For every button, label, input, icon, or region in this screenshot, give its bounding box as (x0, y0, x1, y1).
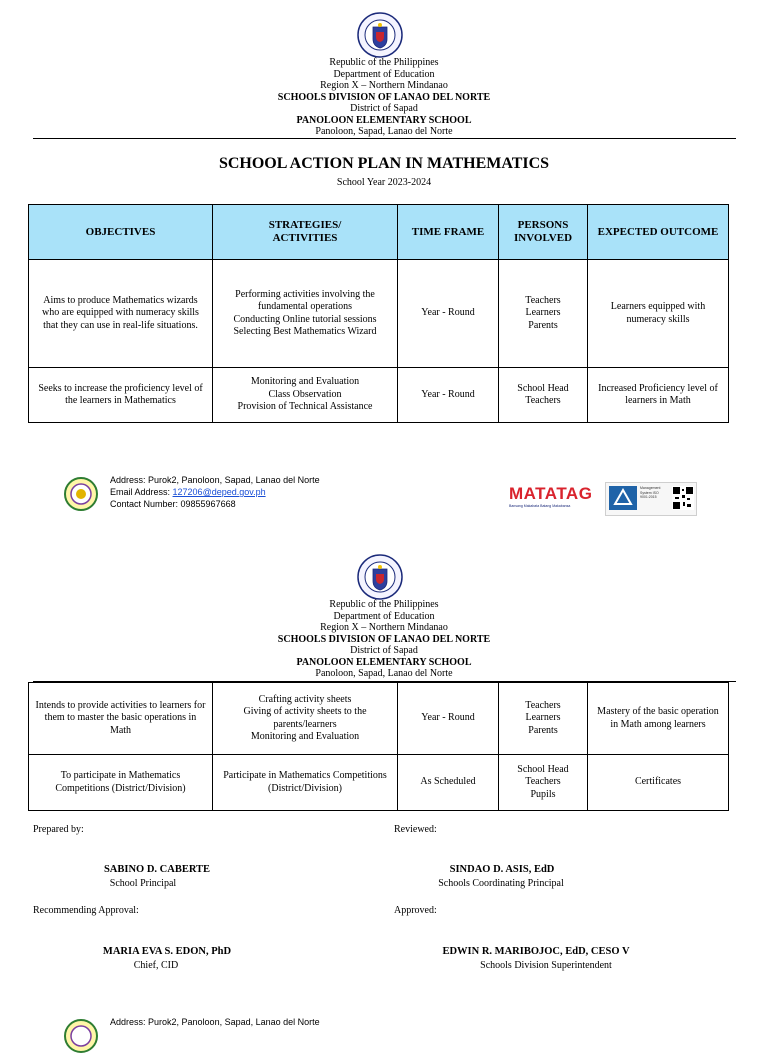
cell-objective: Seeks to increase the proficiency level of the learners in Mathematics (29, 368, 213, 423)
iso-certification-badge (605, 482, 697, 516)
agency-header (234, 599, 534, 680)
cell-objective: Intends to provide activities to learners for them to master the basic operations in Math (29, 683, 213, 755)
matatag-tagline: Bansang Makabata Batang Makabansa (509, 504, 571, 508)
cell-outcome: Mastery of the basic operation in Math among learners (588, 683, 729, 755)
table-header-row (29, 205, 729, 260)
cell-strategy: Performing activities involving the fundamental operations Conducting Online tutorial sessions Selecting Best Mathematics Wizard (213, 260, 398, 368)
email-link[interactable]: 127206@deped.gov.ph (172, 487, 266, 497)
header-divider (33, 138, 736, 139)
header-school: PANOLOON ELEMENTARY SCHOOL (296, 114, 472, 126)
cell-strategy: Monitoring and Evaluation Class Observation Provision of Technical Assistance (213, 368, 398, 423)
email-line (110, 486, 410, 498)
action-plan-table-continued (28, 682, 729, 811)
table-row (29, 368, 729, 423)
header-location: Panoloon, Sapad, Lanao del Norte (315, 668, 453, 679)
header-republic: Republic of the Philippines (329, 57, 439, 68)
deped-seal (357, 554, 403, 600)
action-plan-table (28, 204, 729, 423)
contact-number: Contact Number: 09855967668 (110, 499, 236, 509)
contact-block (110, 474, 410, 510)
reviewed-by-name: SINDAO D. ASIS, EdD (449, 864, 555, 875)
reviewed-by-title: Schools Coordinating Principal (438, 878, 564, 889)
school-year: School Year 2023-2024 (336, 177, 432, 188)
cell-persons: Teachers Learners Parents (499, 260, 588, 368)
qr-code-icon (672, 486, 694, 510)
recommending-name: MARIA EVA S. EDON, PhD (102, 946, 232, 957)
table-row (29, 260, 729, 368)
cell-outcome: Certificates (588, 755, 729, 811)
prepared-by-name: SABINO D. CABERTE (103, 864, 211, 875)
col-persons: PERSONS INVOLVED (499, 205, 588, 260)
email-label: Email Address: (110, 487, 173, 497)
deped-seal (357, 12, 403, 58)
col-strategies: STRATEGIES/ ACTIVITIES (213, 205, 398, 260)
approved-title: Schools Division Superintendent (480, 960, 612, 971)
prepared-by-label: Prepared by: (33, 824, 84, 835)
address-text: Address: Purok2, Panoloon, Sapad, Lanao del Norte (110, 1017, 320, 1027)
header-district: District of Sapad (350, 645, 418, 656)
table-row (29, 755, 729, 811)
header-department: Department of Education (333, 68, 435, 80)
cell-persons: Teachers Learners Parents (499, 683, 588, 755)
header-division: SCHOOLS DIVISION OF LANAO DEL NORTE (277, 91, 491, 103)
certification-mark (609, 486, 637, 510)
reviewed-label: Reviewed: (394, 824, 437, 835)
matatag-wordmark: MATATAG (509, 484, 593, 503)
col-outcome: EXPECTED OUTCOME (588, 205, 729, 260)
table-row (29, 683, 729, 755)
header-region: Region X – Northern Mindanao (320, 80, 448, 91)
matatag-logo (509, 484, 597, 514)
header-division: SCHOOLS DIVISION OF LANAO DEL NORTE (277, 633, 491, 645)
recommending-approval-label: Recommending Approval: (33, 905, 139, 916)
document-title: SCHOOL ACTION PLAN IN MATHEMATICS (218, 155, 550, 172)
header-region: Region X – Northern Mindanao (320, 622, 448, 633)
cell-objective: Aims to produce Mathematics wizards who are equipped with numeracy skills that they can use in real-life situations. (29, 260, 213, 368)
header-school: PANOLOON ELEMENTARY SCHOOL (296, 656, 472, 668)
cell-outcome: Learners equipped with numeracy skills (588, 260, 729, 368)
agency-header (234, 57, 534, 138)
cell-time-frame: Year - Round (398, 368, 499, 423)
school-logo (64, 1019, 98, 1053)
cell-objective: To participate in Mathematics Competitions (District/Division) (29, 755, 213, 811)
approved-label: Approved: (394, 905, 437, 916)
cell-persons: School Head Teachers Pupils (499, 755, 588, 811)
prepared-by-title: School Principal (109, 878, 177, 889)
school-logo (64, 477, 98, 511)
cell-outcome: Increased Proficiency level of learners in Math (588, 368, 729, 423)
cell-time-frame: As Scheduled (398, 755, 499, 811)
recommending-title: Chief, CID (133, 960, 179, 971)
header-department: Department of Education (333, 610, 435, 622)
cell-time-frame: Year - Round (398, 683, 499, 755)
cell-strategy: Participate in Mathematics Competitions (District/Division) (213, 755, 398, 811)
col-time-frame: TIME FRAME (398, 205, 499, 260)
cell-time-frame: Year - Round (398, 260, 499, 368)
cell-strategy: Crafting activity sheets Giving of activity sheets to the parents/learners Monitoring and Evaluation (213, 683, 398, 755)
col-objectives: OBJECTIVES (29, 205, 213, 260)
cell-persons: School Head Teachers (499, 368, 588, 423)
address-text: Address: Purok2, Panoloon, Sapad, Lanao del Norte (110, 475, 320, 485)
header-location: Panoloon, Sapad, Lanao del Norte (315, 126, 453, 137)
certification-text: Management System ISO 9001:2015 (640, 486, 661, 499)
header-republic: Republic of the Philippines (329, 599, 439, 610)
approved-name: EDWIN R. MARIBOJOC, EdD, CESO V (442, 946, 630, 957)
header-district: District of Sapad (350, 103, 418, 114)
